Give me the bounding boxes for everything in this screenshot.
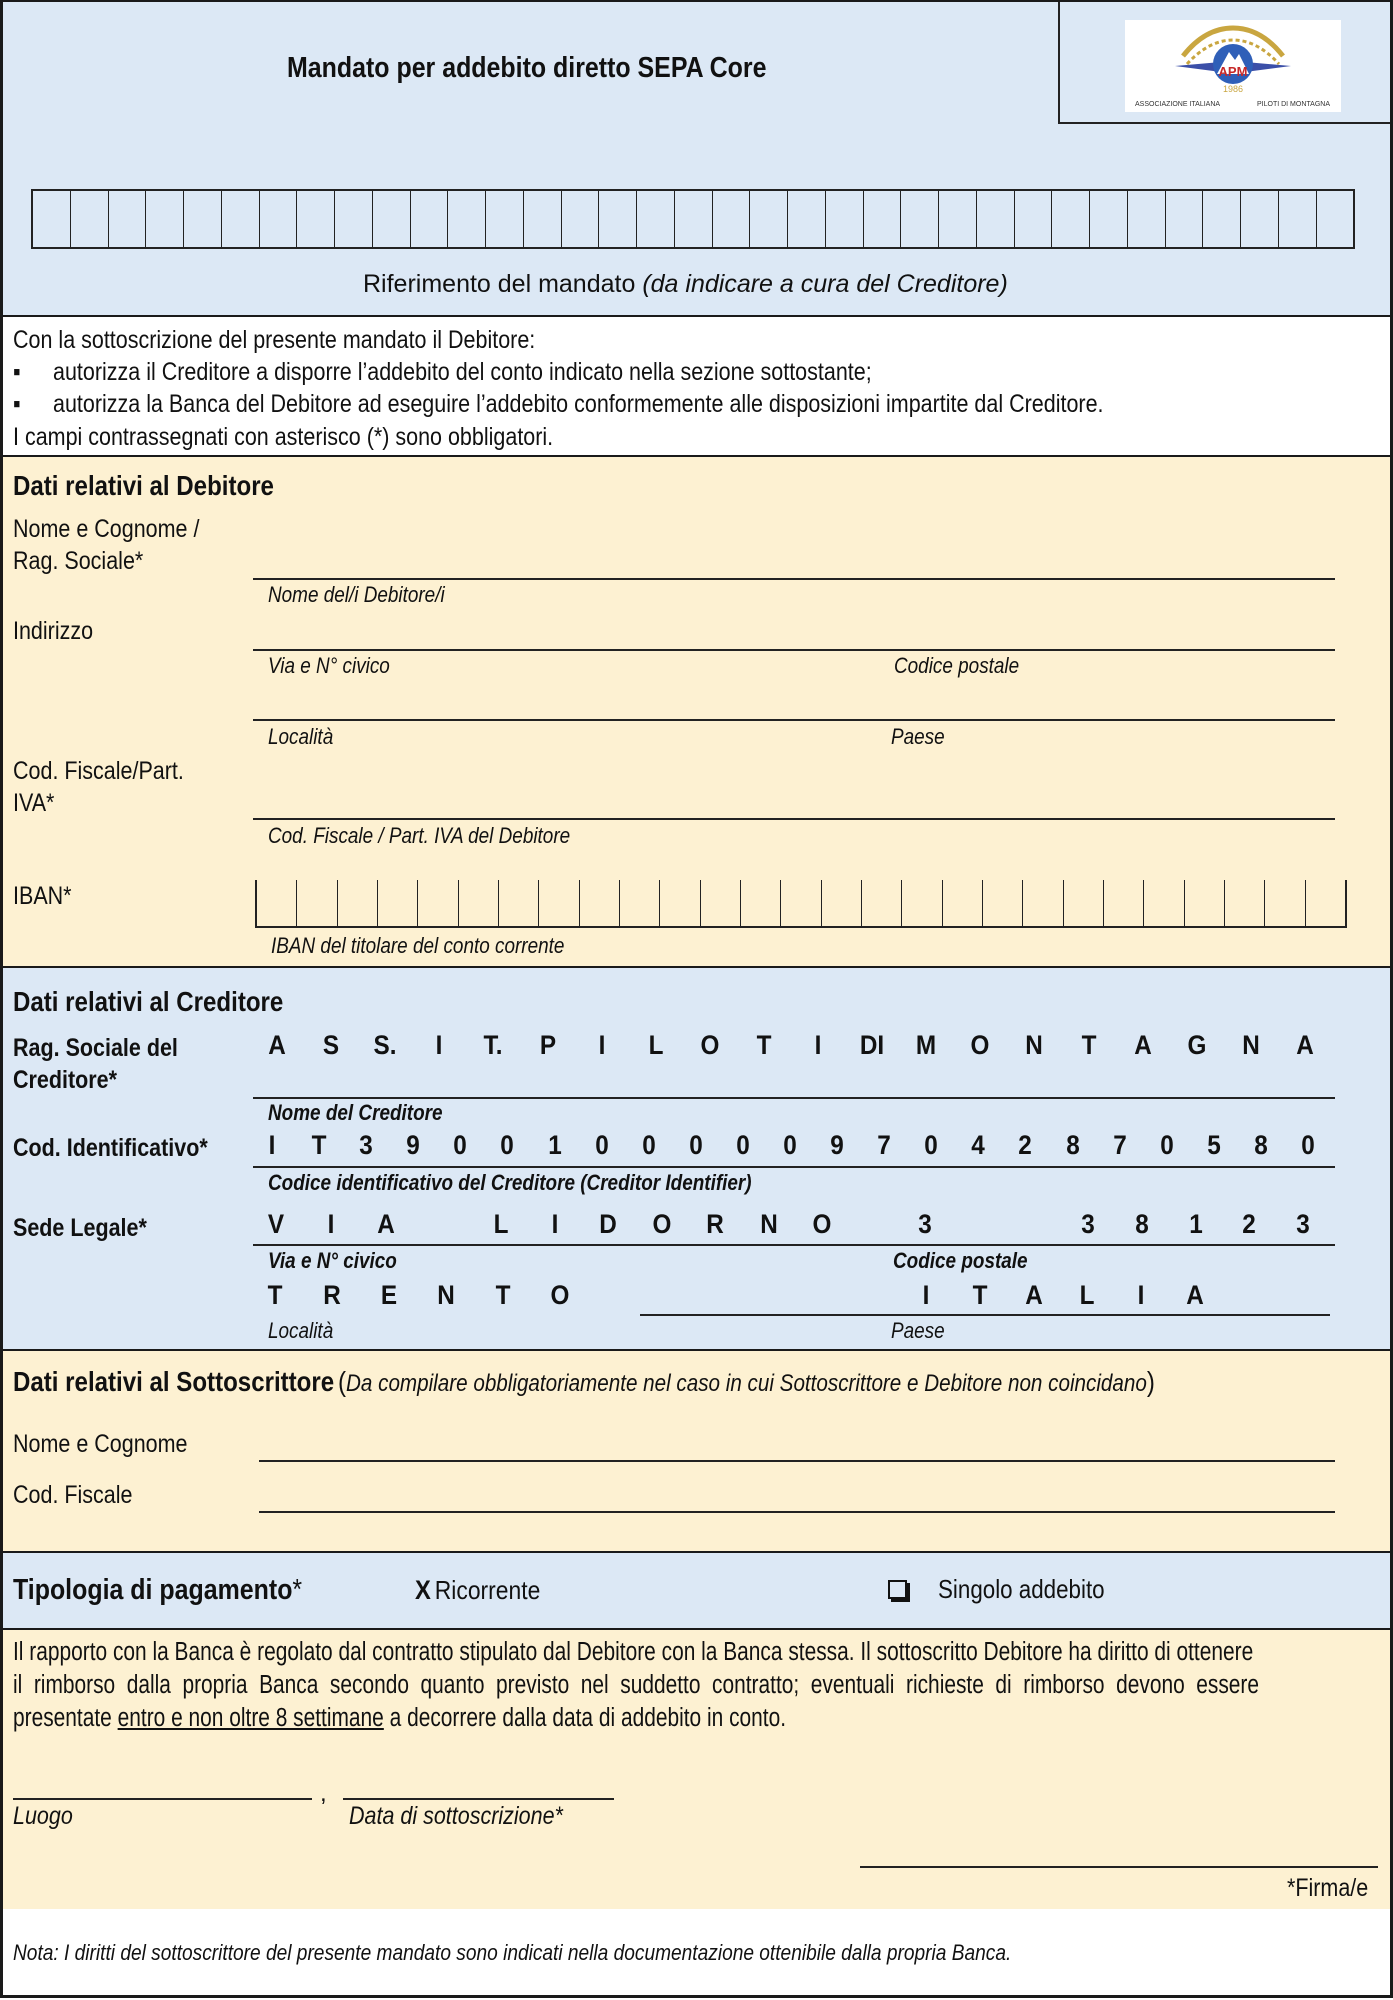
intro-bullet-marker: ▪ [13, 390, 21, 418]
creditor-country-line [640, 1314, 1330, 1316]
subscriber-name-field[interactable] [259, 1460, 1335, 1462]
creditor-country-caption: Paese [891, 1318, 945, 1343]
debtor-name-caption: Nome del/i Debitore/i [268, 582, 445, 607]
creditor-postal-char: 3 [1296, 1209, 1310, 1239]
intro-bullet-marker: ▪ [13, 358, 21, 386]
creditor-name-char: A [1133, 1030, 1152, 1060]
creditor-postal-caption: Codice postale [893, 1248, 1028, 1273]
debtor-tax-label: IVA* [13, 789, 55, 817]
creditor-street-char: R [706, 1209, 724, 1239]
reference-cell[interactable] [1203, 191, 1241, 247]
debtor-iban-label: IBAN* [13, 882, 72, 910]
iban-cell[interactable] [418, 880, 458, 926]
debtor-address-label: Indirizzo [13, 617, 94, 645]
creditor-name-char: S. [373, 1030, 397, 1060]
iban-cell[interactable] [378, 880, 418, 926]
creditor-name-char: O [700, 1030, 720, 1060]
debtor-iban-caption: IBAN del titolare del conto corrente [271, 933, 565, 958]
reference-cell[interactable] [599, 191, 637, 247]
reference-cell[interactable] [1166, 191, 1204, 247]
subscriber-note-open: ( [337, 1366, 347, 1397]
creditor-id-line [253, 1166, 1335, 1168]
mountain-emblem-icon [1125, 20, 1341, 112]
terms-text: a decorrere dalla data di addebito in conto. [383, 1704, 787, 1732]
creditor-country-char: A [1024, 1280, 1043, 1310]
reference-cell[interactable] [184, 191, 222, 247]
debtor-city-field[interactable] [253, 719, 633, 721]
creditor-id-char: 7 [877, 1130, 891, 1160]
creditor-city-char: E [380, 1280, 398, 1310]
terms-line: Il rapporto con la Banca è regolato dal contratto stipulato dal Debitore con la Banca stessa. Il sottoscritto Debitore ha diritto di ottenere [13, 1638, 1254, 1666]
reference-cell[interactable] [486, 191, 524, 247]
creditor-street-char: O [812, 1209, 832, 1239]
creditor-postal-char: 2 [1242, 1209, 1257, 1239]
creditor-name-char: P [539, 1030, 556, 1060]
creditor-postal-char: 1 [1188, 1209, 1203, 1239]
creditor-id-char: 2 [1018, 1130, 1033, 1160]
iban-cell[interactable] [257, 880, 297, 926]
form-title: Mandato per addebito diretto SEPA Core [287, 52, 767, 84]
creditor-name-char: I [814, 1030, 822, 1060]
creditor-city-caption: Località [268, 1318, 334, 1343]
iban-cell[interactable] [459, 880, 499, 926]
reference-cell[interactable] [260, 191, 298, 247]
creditor-country-char: A [1186, 1280, 1204, 1310]
mandate-reference-caption [363, 270, 1008, 299]
reference-cell[interactable] [146, 191, 184, 247]
creditor-name-label: Creditore* [13, 1066, 117, 1094]
intro-bullet: autorizza la Banca del Debitore ad eseguire l’addebito conformemente alle disposizioni impartite dal Creditore. [53, 390, 1104, 418]
creditor-id-char: 1 [547, 1130, 562, 1160]
iban-cell[interactable] [499, 880, 539, 926]
recurring-label: Ricorrente [434, 1575, 541, 1605]
creditor-id-char: 0 [1159, 1130, 1174, 1160]
creditor-country-char: I [1137, 1280, 1145, 1310]
creditor-name-char: I [598, 1030, 606, 1060]
creditor-id-char: T [311, 1130, 327, 1160]
creditor-city-char: T [495, 1280, 511, 1310]
logo-right-text: PILOTI DI MONTAGNA [1257, 101, 1330, 108]
iban-cell[interactable] [1306, 880, 1345, 926]
creditor-street-char: D [599, 1209, 617, 1239]
iban-cell[interactable] [781, 880, 821, 926]
reference-cell[interactable] [1317, 191, 1354, 247]
reference-cell[interactable] [1090, 191, 1128, 247]
creditor-name-char: I [435, 1030, 443, 1060]
creditor-name-line [253, 1097, 1335, 1099]
debtor-name-field[interactable] [253, 578, 1335, 580]
creditor-city-char: R [323, 1280, 341, 1310]
iban-cell[interactable] [1265, 880, 1305, 926]
creditor-street-caption: Via e N° civico [268, 1248, 397, 1273]
place-label: Luogo [13, 1802, 73, 1830]
reference-cell[interactable] [637, 191, 675, 247]
reference-cell[interactable] [788, 191, 826, 247]
logo-frame [1058, 0, 1393, 124]
creditor-name-char: A [1296, 1030, 1314, 1060]
creditor-name-char: M [916, 1030, 937, 1060]
creditor-id-char: 9 [830, 1130, 844, 1160]
creditor-name-char: N [1025, 1030, 1044, 1060]
reference-cell[interactable] [33, 191, 71, 247]
terms-text: presentate [13, 1704, 118, 1732]
subscriber-tax-label: Cod. Fiscale [13, 1481, 133, 1509]
creditor-id-char: 0 [689, 1130, 703, 1160]
iban-cell[interactable] [943, 880, 983, 926]
terms-underlined-text: entro e non oltre 8 settimane [117, 1704, 384, 1732]
debtor-name-label: Rag. Sociale* [13, 547, 144, 575]
creditor-postal-char: 8 [1134, 1209, 1149, 1239]
creditor-name-char: A [268, 1030, 286, 1060]
creditor-country-char: T [972, 1280, 988, 1310]
iban-cell[interactable] [297, 880, 337, 926]
payment-asterisk: * [292, 1574, 303, 1606]
reference-cell[interactable] [1241, 191, 1279, 247]
debtor-tax-field[interactable] [253, 818, 1335, 820]
creditor-name-caption: Nome del Creditore [268, 1100, 443, 1125]
creditor-id-char: I [268, 1130, 276, 1160]
creditor-id-char: 0 [736, 1130, 750, 1160]
creditor-name-char: S [322, 1030, 340, 1060]
terms-line [13, 1702, 786, 1734]
subscriber-heading: Dati relativi al Sottoscrittore [13, 1366, 335, 1397]
creditor-id-caption: Codice identificativo del Creditore (Creditor Identifier) [268, 1170, 752, 1195]
debtor-tax-caption: Cod. Fiscale / Part. IVA del Debitore [268, 823, 571, 848]
creditor-city-char: T [267, 1280, 283, 1310]
reference-cell[interactable] [939, 191, 977, 247]
creditor-name-char: N [1242, 1030, 1260, 1060]
single-debit-checkbox[interactable] [888, 1580, 907, 1599]
reference-cell[interactable] [335, 191, 373, 247]
debtor-heading: Dati relativi al Debitore [13, 470, 274, 501]
reference-cell[interactable] [675, 191, 713, 247]
signature-label: *Firma/e [1287, 1874, 1369, 1902]
reference-cell[interactable] [373, 191, 411, 247]
payment-heading: Tipologia di pagamento [13, 1574, 293, 1606]
reference-note-text: (da indicare a cura del Creditore) [642, 270, 1008, 298]
iban-cell[interactable] [902, 880, 942, 926]
creditor-street-line [253, 1244, 1335, 1246]
date-field[interactable] [343, 1798, 614, 1800]
creditor-id-char: 9 [406, 1130, 421, 1160]
logo [1125, 20, 1341, 112]
payment-heading-row [13, 1574, 302, 1607]
debtor-city-caption: Località [268, 724, 334, 749]
intro-bullet: autorizza il Creditore a disporre l’addebito del conto indicato nella sezione sottostante; [53, 358, 872, 386]
creditor-id-char: 0 [641, 1130, 656, 1160]
creditor-country-char: L [1079, 1280, 1095, 1310]
signature-field[interactable] [860, 1866, 1378, 1868]
place-date-comma: , [320, 1780, 327, 1807]
reference-cell[interactable] [1015, 191, 1053, 247]
creditor-id-char: 7 [1112, 1130, 1127, 1160]
subscriber-note-close: ) [1146, 1366, 1155, 1397]
single-debit-label: Singolo addebito [938, 1574, 1105, 1604]
iban-cell[interactable] [701, 880, 741, 926]
creditor-name-char: DI [860, 1030, 885, 1060]
creditor-id-char: 3 [359, 1130, 373, 1160]
creditor-heading: Dati relativi al Creditore [13, 986, 284, 1017]
creditor-city-char: O [550, 1280, 570, 1310]
reference-cell[interactable] [750, 191, 788, 247]
creditor-street-char: 3 [918, 1209, 932, 1239]
creditor-name-char: L [648, 1030, 664, 1060]
debtor-country-field[interactable] [633, 719, 1335, 721]
reference-cell[interactable] [448, 191, 486, 247]
iban-cell[interactable] [1225, 880, 1265, 926]
reference-cell[interactable] [222, 191, 260, 247]
reference-cell[interactable] [826, 191, 864, 247]
creditor-name-char: T [756, 1030, 772, 1060]
iban-cell[interactable] [338, 880, 378, 926]
iban-cell[interactable] [660, 880, 700, 926]
creditor-name-char: O [970, 1030, 990, 1060]
reference-cell[interactable] [1279, 191, 1317, 247]
iban-cell[interactable] [862, 880, 902, 926]
mandate-reference-boxes[interactable] [31, 189, 1355, 249]
creditor-id-char: 8 [1065, 1130, 1080, 1160]
creditor-street-char: I [551, 1209, 558, 1239]
reference-cell[interactable] [977, 191, 1015, 247]
reference-cell[interactable] [297, 191, 335, 247]
terms-line: il rimborso dalla propria Banca secondo quanto previsto nel suddetto contratto; eventuali richieste di rimborso devono essere [13, 1671, 1260, 1699]
reference-cell[interactable] [524, 191, 562, 247]
creditor-name-char: G [1187, 1030, 1207, 1060]
debtor-street-field[interactable] [253, 649, 1335, 651]
footer-note: Nota: I diritti del sottoscrittore del presente mandato sono indicati nella documentazione ottenibile dalla propria Banca. [13, 1940, 1012, 1965]
reference-cell[interactable] [713, 191, 751, 247]
reference-caption-text: Riferimento del mandato [363, 270, 636, 298]
creditor-city-char: N [437, 1280, 455, 1310]
iban-cell[interactable] [822, 880, 862, 926]
date-label: Data di sottoscrizione* [349, 1802, 563, 1830]
reference-cell[interactable] [71, 191, 109, 247]
intro-line: I campi contrassegnati con asterisco (*) sono obbligatori. [13, 423, 554, 451]
iban-cell[interactable] [1023, 880, 1063, 926]
place-field[interactable] [13, 1798, 312, 1800]
creditor-id-char: 0 [924, 1130, 939, 1160]
creditor-street-char: L [493, 1209, 509, 1239]
reference-cell[interactable] [901, 191, 939, 247]
iban-cell[interactable] [580, 880, 620, 926]
debtor-street-caption: Via e N° civico [268, 653, 390, 678]
debtor-tax-label: Cod. Fiscale/Part. [13, 757, 184, 785]
reference-cell[interactable] [109, 191, 147, 247]
creditor-id-char: 0 [453, 1130, 468, 1160]
creditor-id-char: 4 [971, 1130, 986, 1160]
iban-cell[interactable] [741, 880, 781, 926]
iban-cell[interactable] [983, 880, 1023, 926]
reference-cell[interactable] [1128, 191, 1166, 247]
creditor-street-char: N [759, 1209, 778, 1239]
debtor-iban-boxes[interactable] [255, 880, 1347, 928]
subscriber-tax-field[interactable] [259, 1511, 1335, 1513]
creditor-id-char: 0 [1301, 1130, 1315, 1160]
logo-left-text: ASSOCIAZIONE ITALIANA [1135, 101, 1221, 108]
creditor-id-char: 8 [1254, 1130, 1268, 1160]
creditor-id-char: 0 [594, 1130, 609, 1160]
debtor-postal-caption: Codice postale [894, 653, 1020, 678]
recurring-check-mark: X [415, 1575, 431, 1605]
iban-cell[interactable] [1185, 880, 1225, 926]
debtor-country-caption: Paese [891, 724, 945, 749]
creditor-name-char: T. [483, 1030, 503, 1060]
subscriber-note: Da compilare obbligatoriamente nel caso in cui Sottoscrittore e Debitore non coincidano [346, 1370, 1147, 1397]
debtor-name-label: Nome e Cognome / [13, 515, 200, 543]
reference-cell[interactable] [864, 191, 902, 247]
iban-cell[interactable] [1104, 880, 1144, 926]
iban-cell[interactable] [620, 880, 660, 926]
reference-cell[interactable] [411, 191, 449, 247]
creditor-street-char: A [377, 1209, 395, 1239]
subscriber-heading-row [13, 1366, 1155, 1398]
intro-line: Con la sottoscrizione del presente mandato il Debitore: [13, 326, 536, 354]
creditor-id-char: 5 [1207, 1130, 1221, 1160]
logo-acronym: APM [1218, 64, 1248, 79]
reference-cell[interactable] [562, 191, 600, 247]
creditor-street-char: V [267, 1209, 285, 1239]
iban-cell[interactable] [1144, 880, 1184, 926]
logo-year: 1986 [1222, 84, 1244, 94]
creditor-seat-label: Sede Legale* [13, 1214, 147, 1242]
creditor-id-char: 0 [783, 1130, 797, 1160]
creditor-country-char: I [922, 1280, 930, 1310]
iban-cell[interactable] [1064, 880, 1104, 926]
recurring-option[interactable] [415, 1575, 540, 1606]
subscriber-name-label: Nome e Cognome [13, 1430, 188, 1458]
creditor-postal-char: 3 [1081, 1209, 1095, 1239]
iban-cell[interactable] [539, 880, 579, 926]
creditor-street-char: I [327, 1209, 335, 1239]
creditor-name-char: T [1081, 1030, 1097, 1060]
creditor-id-char: 0 [500, 1130, 515, 1160]
creditor-id-label: Cod. Identificativo* [13, 1134, 208, 1162]
reference-cell[interactable] [1052, 191, 1090, 247]
creditor-street-char: O [652, 1209, 671, 1239]
creditor-name-label: Rag. Sociale del [13, 1034, 178, 1062]
